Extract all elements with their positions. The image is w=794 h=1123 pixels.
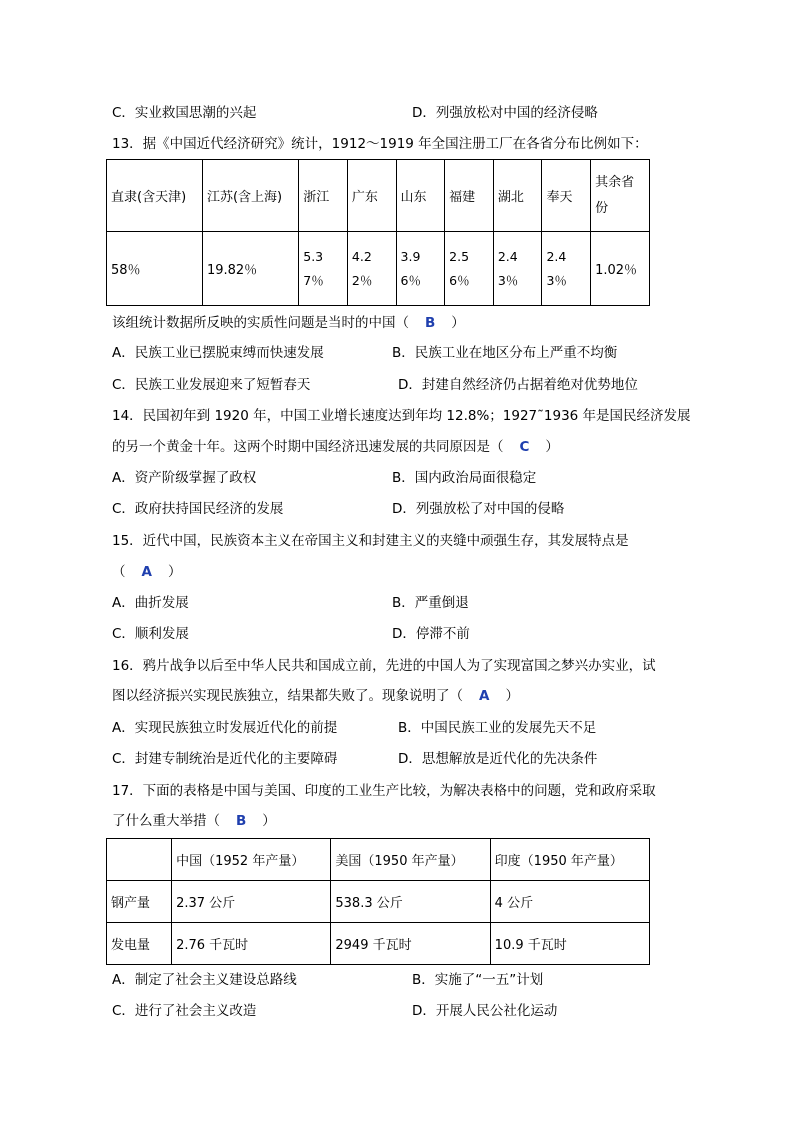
q15-line1: 15．近代中国，民族资本主义在帝国主义和封建主义的夹缝中顽强生存，其发展特点是 — [112, 533, 629, 549]
q13-header-cell: 山东 — [396, 160, 445, 232]
q14-option-c: C．政府扶持国民经济的发展 — [112, 501, 284, 517]
q17-option-a: A．制定了社会主义建设总路线 — [112, 972, 297, 988]
q13-stem: 13．据《中国近代经济研究》统计，1912～1919 年全国注册工厂在各省分布比例如下： — [112, 136, 648, 152]
q17-cell: 4 公斤 — [490, 881, 649, 923]
q13-header-cell: 其余省份 — [591, 160, 650, 232]
q15-line2: （ A ） — [112, 564, 182, 580]
q13-question: 该组统计数据所反映的实质性问题是当时的中国（ B ） — [112, 315, 465, 331]
q17-option-b: B．实施了“一五”计划 — [412, 972, 544, 988]
q13-header-cell: 福建 — [445, 160, 494, 232]
q17-header-cell: 中国（1952 年产量） — [172, 839, 331, 881]
q17-option-c: C．进行了社会主义改造 — [112, 1003, 257, 1019]
q13-value-cell: 4.22％ — [347, 232, 396, 306]
q17-header-cell — [107, 839, 172, 881]
q13-header-cell: 广东 — [347, 160, 396, 232]
q17-header-cell: 美国（1950 年产量） — [331, 839, 490, 881]
q17-cell: 2.37 公斤 — [172, 881, 331, 923]
q12-option-d: D．列强放松对中国的经济侵略 — [412, 105, 598, 121]
q12-option-c: C．实业救国思潮的兴起 — [112, 105, 257, 121]
q13-value-cell: 19.82％ — [202, 232, 298, 306]
q17-line1: 17．下面的表格是中国与美国、印度的工业生产比较，为解决表格中的问题，党和政府采取 — [112, 783, 656, 799]
q17-row-label: 发电量 — [107, 923, 172, 965]
q14-line1: 14．民国初年到 1920 年，中国工业增长速度达到年均 12.8%；1927˜1936 年是国民经济发展 — [112, 408, 691, 424]
q13-header-cell: 湖北 — [493, 160, 542, 232]
q13-value-cell: 2.43％ — [542, 232, 591, 306]
q17-cell: 2949 千瓦时 — [331, 923, 490, 965]
q13-header-cell: 江苏(含上海) — [202, 160, 298, 232]
q17-option-d: D．开展人民公社化运动 — [412, 1003, 558, 1019]
q13-header-cell: 直隶(含天津) — [107, 160, 203, 232]
q14-option-b: B．国内政治局面很稳定 — [392, 470, 537, 486]
q13-header-cell: 浙江 — [299, 160, 348, 232]
q13-value-cell: 2.56％ — [445, 232, 494, 306]
q13-value-cell: 1.02％ — [591, 232, 650, 306]
q13-header-cell: 奉天 — [542, 160, 591, 232]
q13-option-d: D．封建自然经济仍占据着绝对优势地位 — [398, 377, 638, 393]
q14-option-a: A．资产阶级掌握了政权 — [112, 470, 257, 486]
q13-table — [106, 159, 650, 306]
q13-answer: B — [425, 315, 436, 331]
q17-answer: B — [236, 813, 247, 829]
q17-table — [106, 838, 650, 965]
q13-value-cell: 58％ — [107, 232, 203, 306]
q13-option-b: B．民族工业在地区分布上严重不均衡 — [392, 345, 618, 361]
q17-cell: 538.3 公斤 — [331, 881, 490, 923]
q14-option-d: D．列强放松了对中国的侵略 — [392, 501, 565, 517]
q16-option-c: C．封建专制统治是近代化的主要障碍 — [112, 751, 338, 767]
q15-option-c: C．顺利发展 — [112, 626, 189, 642]
q13-value-cell: 5.37％ — [299, 232, 348, 306]
q16-line1: 16．鸦片战争以后至中华人民共和国成立前，先进的中国人为了实现富国之梦兴办实业，试 — [112, 658, 656, 674]
q14-line2: 的另一个黄金十年。这两个时期中国经济迅速发展的共同原因是（ C ） — [112, 439, 559, 455]
q15-option-d: D．停滞不前 — [392, 626, 470, 642]
q17-row-label: 钢产量 — [107, 881, 172, 923]
q17-line2: 了什么重大举措（ B ） — [112, 813, 276, 829]
q13-value-cell: 3.96％ — [396, 232, 445, 306]
q15-option-a: A．曲折发展 — [112, 595, 189, 611]
q17-cell: 2.76 千瓦时 — [172, 923, 331, 965]
q16-option-a: A．实现民族独立时发展近代化的前提 — [112, 720, 338, 736]
q16-answer: A — [479, 688, 490, 704]
q14-answer: C — [519, 439, 530, 455]
q13-option-a: A．民族工业已摆脱束缚而快速发展 — [112, 345, 324, 361]
q16-option-b: B．中国民族工业的发展先天不足 — [398, 720, 597, 736]
q16-line2: 图以经济振兴实现民族独立，结果都失败了。现象说明了（ A ） — [112, 688, 519, 704]
q15-option-b: B．严重倒退 — [392, 595, 469, 611]
q16-option-d: D．思想解放是近代化的先决条件 — [398, 751, 598, 767]
q15-answer: A — [141, 564, 152, 580]
q17-cell: 10.9 千瓦时 — [490, 923, 649, 965]
q13-option-c: C．民族工业发展迎来了短暂春天 — [112, 377, 311, 393]
q17-header-cell: 印度（1950 年产量） — [490, 839, 649, 881]
q13-value-cell: 2.43％ — [493, 232, 542, 306]
